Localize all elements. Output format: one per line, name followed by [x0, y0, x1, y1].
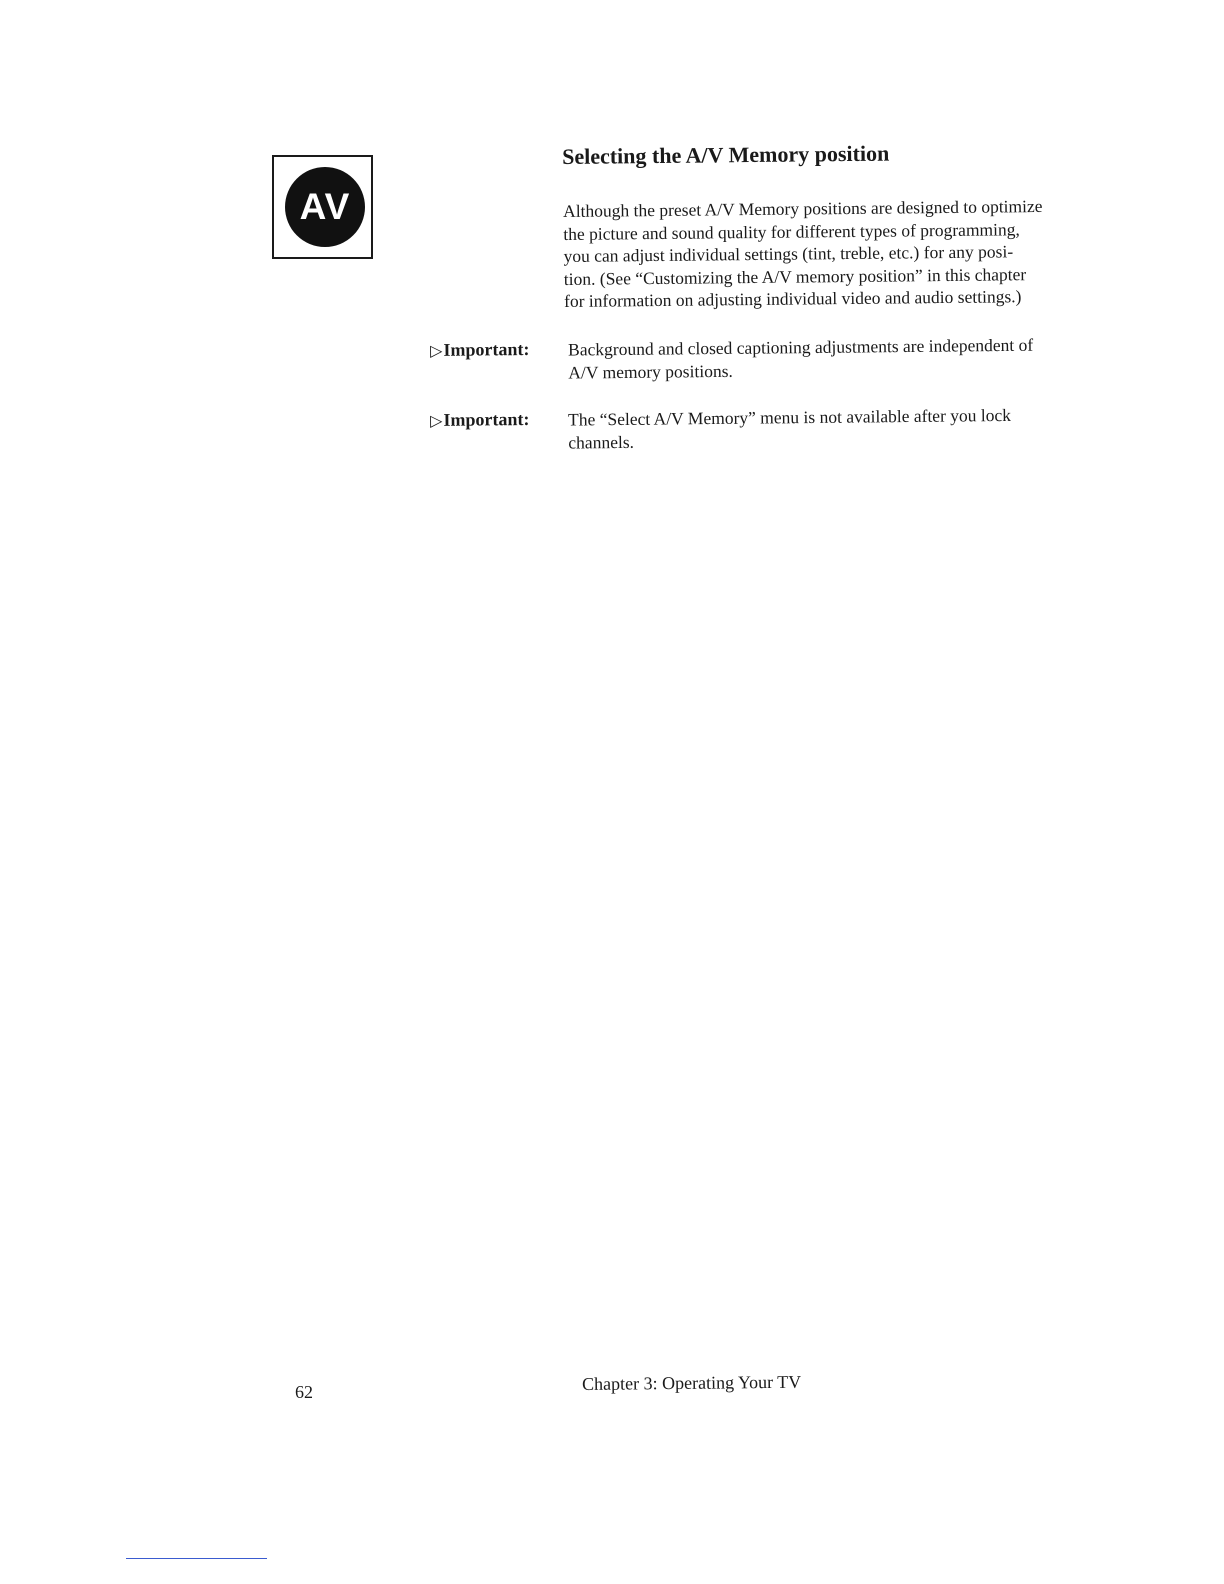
section-paragraph: [563, 194, 1154, 313]
important-note-1: [430, 332, 1150, 383]
paragraph-line: the picture and sound quality for different types of programming,: [563, 218, 1020, 244]
chapter-footer: Chapter 3: Operating Your TV: [582, 1371, 802, 1394]
paragraph-line: for information on adjusting individual video and audio settings.): [563, 286, 1022, 311]
paragraph-line: you can adjust individual settings (tint, treble, etc.) for any posi-: [563, 241, 1014, 266]
section-heading: Selecting the A/V Memory position: [562, 140, 890, 169]
note-text: [568, 402, 1158, 453]
note-text: [568, 332, 1158, 383]
triangle-marker-icon: ▷: [430, 410, 443, 430]
note-line: A/V memory positions.: [568, 360, 733, 383]
av-icon-frame: [272, 155, 373, 259]
important-note-2: [430, 402, 1150, 453]
page-number: 62: [295, 1382, 313, 1402]
note-line: channels.: [568, 431, 635, 453]
paragraph-line: Although the preset A/V Memory positions are designed to optimize: [563, 195, 1043, 221]
note-line: The “Select A/V Memory” menu is not available after you lock: [568, 404, 1012, 430]
av-icon: [285, 167, 365, 247]
note-label-text: Important:: [443, 408, 530, 430]
note-label: [430, 409, 530, 431]
note-label-text: Important:: [443, 338, 530, 360]
bottom-rule: [126, 1558, 267, 1559]
av-icon-label: AV: [299, 186, 351, 227]
note-line: Background and closed captioning adjustments are independent of: [568, 334, 1034, 360]
triangle-marker-icon: ▷: [430, 340, 443, 360]
paragraph-line: tion. (See “Customizing the A/V memory position” in this chapter: [563, 263, 1027, 289]
note-label: [430, 339, 530, 361]
